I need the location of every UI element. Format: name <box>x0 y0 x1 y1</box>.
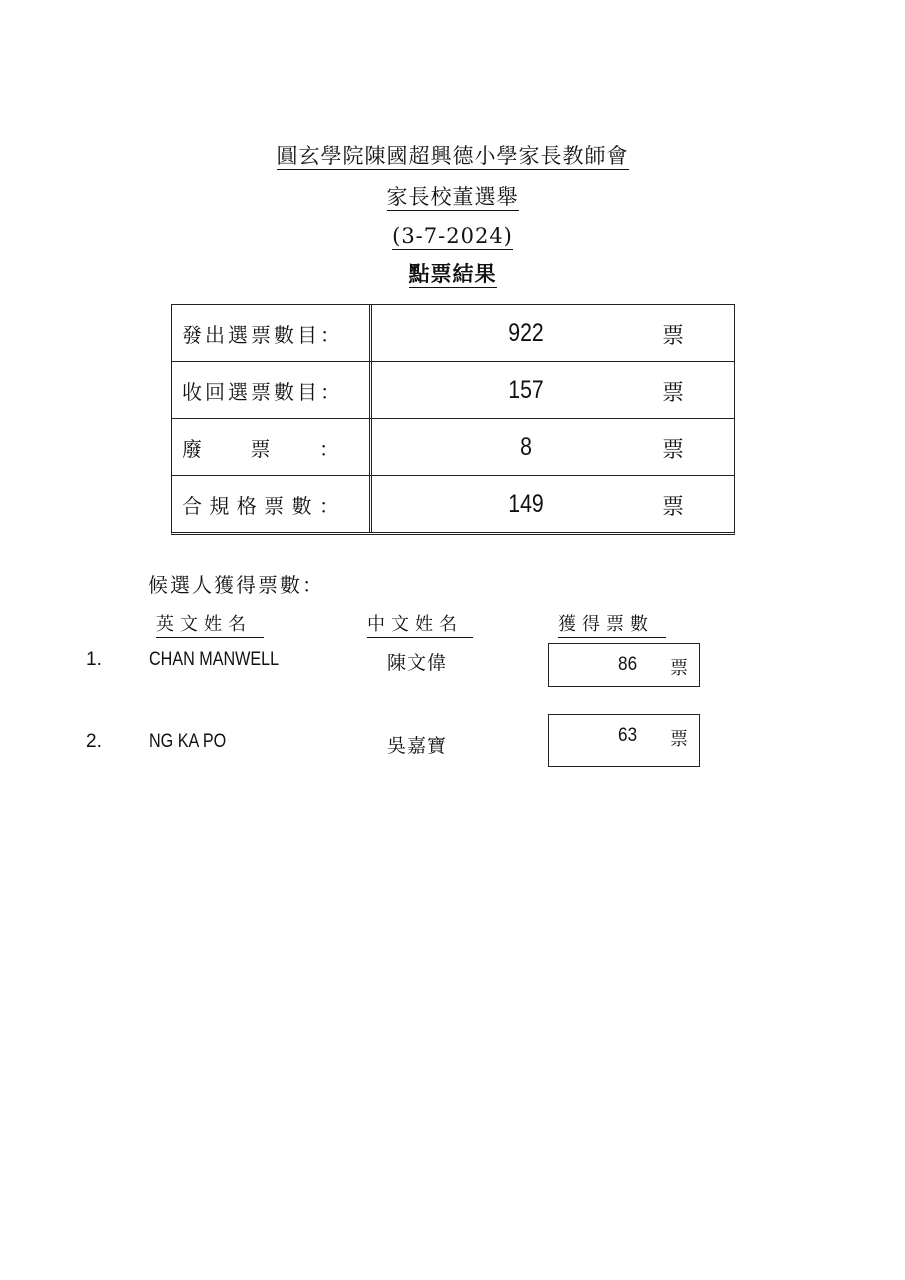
vote-summary-table <box>171 304 735 535</box>
candidates-intro: 候選人獲得票數： <box>148 573 324 597</box>
summary-label-char: 回 <box>205 379 228 404</box>
candidate-number: 2. <box>86 731 102 752</box>
summary-label-char: 收 <box>182 379 205 404</box>
summary-label-char: 票 <box>251 379 274 404</box>
summary-label-char: 規 <box>209 493 233 518</box>
summary-label <box>172 419 372 475</box>
candidate-votes: 63 <box>618 725 638 746</box>
summary-unit: 票 <box>662 381 685 406</box>
summary-label-char: ： <box>318 493 342 518</box>
summary-label-char: 票 <box>264 493 288 518</box>
summary-label <box>172 362 372 418</box>
summary-label-char: 選 <box>228 379 251 404</box>
candidate-chinese-name: 陳文偉 <box>387 652 448 674</box>
candidate-english-name: NG KA PO <box>149 731 227 752</box>
summary-unit: 票 <box>662 438 685 463</box>
summary-row-spoiled <box>172 419 734 476</box>
candidate-number: 1. <box>86 649 102 670</box>
school-title: 圓玄學院陳國超興德小學家長教師會 <box>276 144 629 168</box>
summary-row-returned <box>172 362 734 419</box>
summary-label-char: 廢 <box>182 436 205 461</box>
summary-label-char: 格 <box>236 493 260 518</box>
candidate-votes-unit: 票 <box>670 658 688 679</box>
summary-row-valid <box>172 476 734 532</box>
candidate-english-name: CHAN MANWELL <box>149 649 280 670</box>
summary-label-char: 選 <box>228 322 251 347</box>
summary-label-char: ： <box>320 322 343 347</box>
summary-label-char: ： <box>320 379 343 404</box>
candidate-votes-box <box>548 643 700 687</box>
summary-label-char: 出 <box>205 322 228 347</box>
summary-label-char: 目 <box>297 322 320 347</box>
summary-label-char: 票 <box>250 436 274 461</box>
summary-value: 157 <box>508 376 544 404</box>
summary-value-cell <box>372 476 734 532</box>
candidate-votes-unit: 票 <box>670 729 688 750</box>
candidate-votes-box <box>548 714 700 767</box>
summary-label-char: 發 <box>182 322 205 347</box>
summary-value-cell <box>372 305 734 361</box>
column-header-chinese-name: 中文姓名 <box>367 610 473 638</box>
summary-value: 8 <box>520 433 532 461</box>
summary-unit: 票 <box>662 324 685 349</box>
summary-row-issued <box>172 305 734 362</box>
column-header-votes: 獲得票數 <box>558 610 666 638</box>
results-title: 點票結果 <box>408 261 497 286</box>
summary-label-char: 數 <box>274 322 297 347</box>
summary-label-char: ： <box>319 436 342 461</box>
summary-unit: 票 <box>662 495 685 520</box>
summary-label-char: 數 <box>291 493 315 518</box>
summary-value-cell <box>372 362 734 418</box>
summary-label <box>172 305 372 361</box>
summary-value-cell <box>372 419 734 475</box>
summary-value: 922 <box>508 319 544 347</box>
candidate-votes: 86 <box>618 654 638 675</box>
column-header-english-name: 英文姓名 <box>156 610 264 638</box>
summary-label-char: 合 <box>182 493 205 518</box>
summary-label-char: 數 <box>274 379 297 404</box>
summary-label-char: 目 <box>297 379 320 404</box>
candidate-chinese-name: 吳嘉寶 <box>387 735 448 757</box>
summary-value: 149 <box>508 490 544 518</box>
election-date: (3-7-2024) <box>392 224 513 248</box>
summary-label <box>172 476 372 532</box>
election-title: 家長校董選舉 <box>386 185 519 209</box>
summary-label-char: 票 <box>251 322 274 347</box>
